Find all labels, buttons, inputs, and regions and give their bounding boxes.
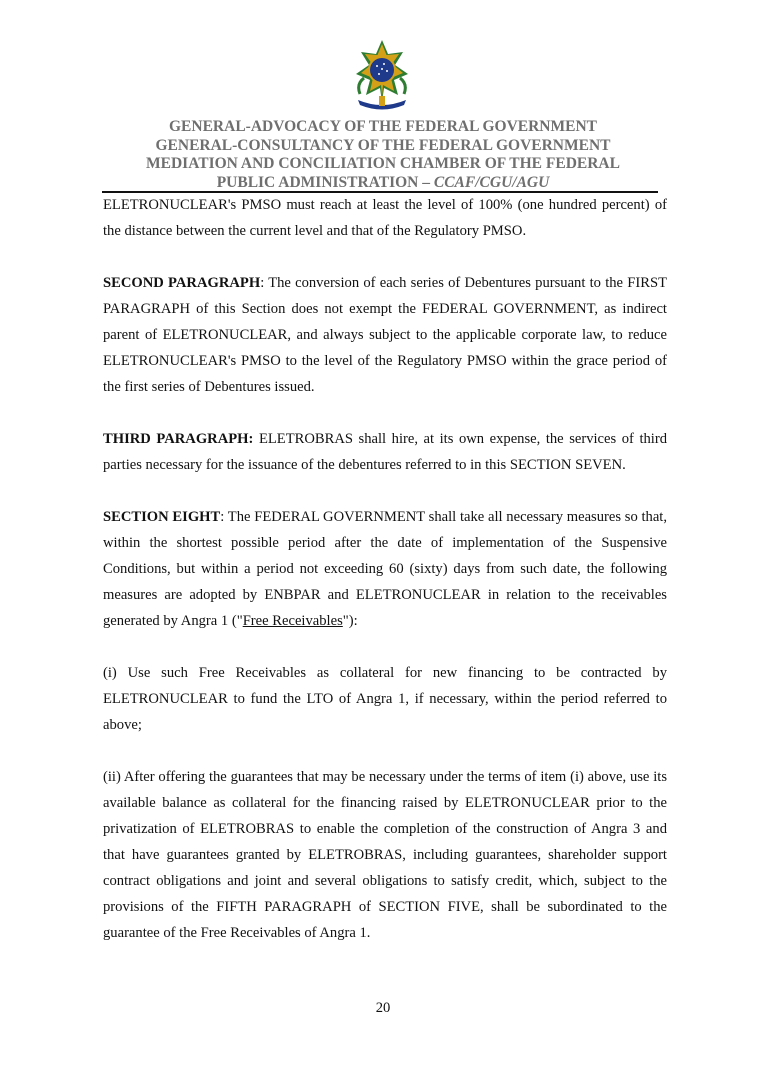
coat-of-arms-emblem-icon [346,38,418,112]
third-paragraph-label: THIRD PARAGRAPH: [103,431,254,447]
header-line-4 [100,174,666,193]
header-line-4-main: PUBLIC ADMINISTRATION – [216,173,434,191]
section-eight-label: SECTION EIGHT [103,509,221,525]
paragraph-second [103,270,667,400]
page-number: 20 [375,1000,391,1016]
section-eight [103,504,667,634]
second-paragraph-text: : The conversion of each series of Debentures pursuant to the FIRST PARAGRAPH of this Section does not exempt the FEDERAL GOVERNMENT, as indirect parent of ELETRONUCLEAR, and always subject to the applicable corporate law, to reduce ELETRONUCLEAR's PMSO to the level of the Regulatory PMSO within the grace period of the first series of Debentures issued. [103,275,667,395]
header-line-1: GENERAL-ADVOCACY OF THE FEDERAL GOVERNMENT [169,118,597,135]
item-i: (i) Use such Free Receivables as collateral for new financing to be contracted by ELETRONUCLEAR to fund the LTO of Angra 1, if necessary, within the period referred to above; [103,665,667,733]
paragraph-third [103,426,667,478]
header-line-2: GENERAL-CONSULTANCY OF THE FEDERAL GOVERNMENT [155,136,611,154]
item-ii: (ii) After offering the guarantees that may be necessary under the terms of item (i) above, use its available balance as collateral for the financing raised by ELETRONUCLEAR prior to the privatization of ELETROBRAS to enable the completion of the construction of Angra 3 and that have guarantees granted by ELETROBRAS, including guarantees, shareholder support contract obligations and joint and several obligations to satisfy credit, which, subject to the provisions of the FIFTH PARAGRAPH of SECTION FIVE, shall be subordinated to the guarantee of the Free Receivables of Angra 1. [103,769,667,941]
document-header [100,118,666,192]
free-receivables-term: Free Receivables [242,613,343,629]
section-eight-end: "): [342,613,358,629]
header-line-4-italic: CCAF/CGU/AGU [433,173,550,191]
section-eight-text: : The FEDERAL GOVERNMENT shall take all necessary measures so that, within the shortest possible period after the date of implementation of the Suspensive Conditions, but within a period not exceeding 60 (sixty) days from such date, the following measures are adopted by ENBPAR and ELETRONUCLEAR in relation to the receivables generated by Angra 1 (" [103,509,667,629]
header-line-3: MEDIATION AND CONCILIATION CHAMBER OF THE FEDERAL [146,155,620,172]
second-paragraph-label: SECOND PARAGRAPH [103,275,261,291]
third-paragraph-text: ELETROBRAS shall hire, at its own expense, the services of third parties necessary for the issuance of the debentures referred to in this SECTION SEVEN. [103,431,668,473]
document-body [103,192,667,972]
paragraph-pmso-level: ELETRONUCLEAR's PMSO must reach at least the level of 100% (one hundred percent) of the distance between the current level and that of the Regulatory PMSO. [103,197,667,239]
